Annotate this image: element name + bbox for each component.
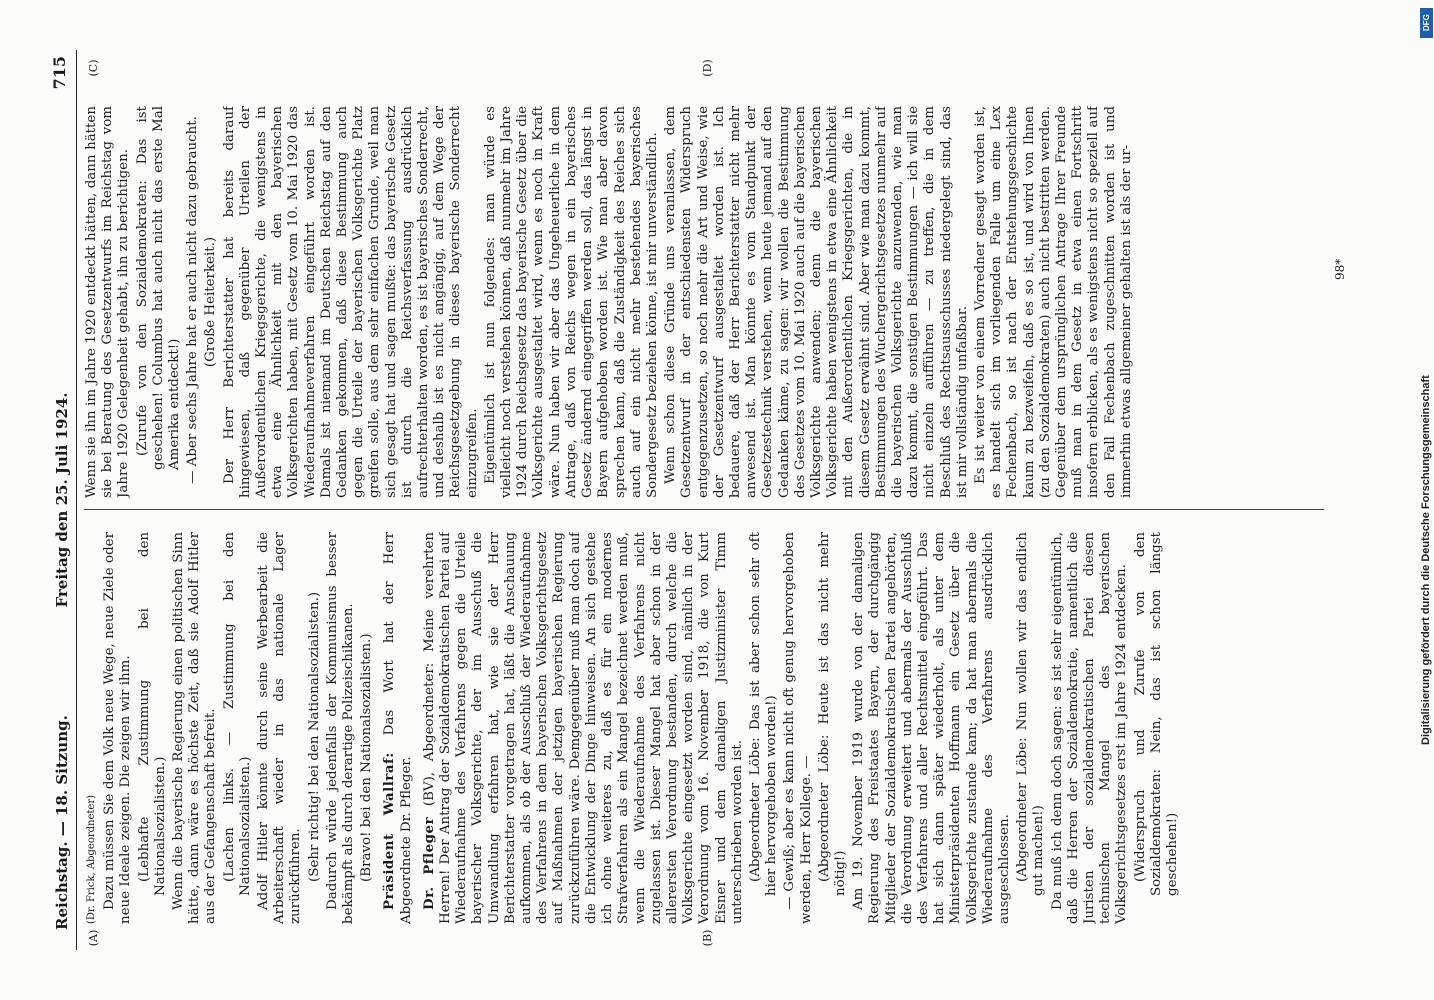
speaker-continued: (Dr. Frick, Abgeordneter) xyxy=(86,794,97,924)
paragraph: Wenn sie ihn im Jahre 1920 entdeckt hätten, dann hätten sie bei Beratung des Gesetzentwurfs im Reichstag vom Jahre 1920 Gelegenheit gehabt, ihn zu berichtigen. xyxy=(84,106,132,498)
interjection: (Abgeordneter Löbe: Heute ist das nicht mehr nötig!) xyxy=(816,532,848,896)
interjection: (Lebhafte Zustimmung bei den Nationalsozialisten.) xyxy=(136,532,168,896)
interjection: (Bravo! bei den Nationalsozialisten.) xyxy=(359,633,375,882)
interjection: (Abgeordneter Löbe: Das ist aber schon sehr oft hier hervorgehoben worden!) xyxy=(747,532,780,896)
paragraph: Da muß ich denn doch sagen: es ist sehr eigentümlich, daß die Herren der Sozialdemokratie, namentlich die Juristen der sozialdemokratischen Partei diesen technischen Mangel des bayerischen Volksgerichtsgesetzes erst im Jahre 1924 entdecken. xyxy=(1049,532,1130,924)
running-head-date: Freitag den 25. Juli 1924. xyxy=(53,392,71,608)
interjection: (Abgeordneter Löbe: Nun wollen wir das endlich gut machen!) xyxy=(1015,532,1047,896)
interjection: (Sehr richtig! bei den Nationalsozialisten.) xyxy=(306,591,322,882)
president-statement xyxy=(381,532,414,924)
margin-mark-c: (C) xyxy=(87,59,100,77)
paragraph: Es ist weiter von einem Vorredner gesagt worden ist, es handelt sich im vorliegenden Falle um eine Lex Fechenbach, so ist nach der Entstehungsgeschichte kaum zu bezweifeln, daß es so ist, und wird von Ihnen (zu den Sozialdemokraten) auch nicht bestritten werden. Gegenüber dem ursprünglichen Antrage Ihrer Freunde muß man in dem Gesetz in etwa einen Fortschritt insofern erblicken, als es wenigstens nicht so speziell auf den Fall Fechenbach zugeschnitten worden ist und immerhin etwas allgemeiner gehalten ist als der ur- xyxy=(972,106,1134,498)
paragraph: — Gewiß; aber es kann nicht oft genug hervorgehoben werden, Herr Kollege. — xyxy=(782,532,814,924)
left-column xyxy=(84,532,1334,924)
margin-mark-d: (D) xyxy=(701,59,714,77)
digitization-credit: Digitalisierung gefördert durch die Deutsche Forschungsgemeinschaft xyxy=(1420,375,1432,745)
paragraph: Der Herr Berichterstatter hat bereits darauf hingewiesen, daß gegenüber Urteilen der Außerordentlichen Kriegsgerichte, die wenigstens in etwa eine Ähnlichkeit mit den bayerischen Volksgerichten haben, mit Gesetz vom 10. Mai 1920 das Wiederaufnahmeverfahren eingeführt worden ist. Damals ist niemand im Deutschen Reichstag auf den Gedanken gekommen, daß diese Bestimmung auch gegen die Urteile der bayerischen Volksgerichte Platz greifen solle, aus dem sehr einfachen Grunde, weil man sich gesagt hat und sagen mußte: das bayerische Gesetz ist durch die Reichsverfassung ausdrücklich aufrechterhalten worden, es ist bayerisches Sonderrecht, und deshalb ist es nicht angängig, auf dem Wege der Reichsgesetzgebung in dieses bayerische Sonderrecht einzugreifen. xyxy=(221,106,480,498)
right-column xyxy=(84,106,1334,498)
page-footer: 98* xyxy=(1333,258,1347,280)
statement-text: Das Wort hat der Herr Abgeordnete Dr. Pfleger. xyxy=(382,532,414,924)
paragraph: Wenn schon diese Gründe uns veranlassen, dem Gesetzentwurf in der entschiedensten Widerspruch entgegenzusetzen, so noch mehr die Art und Weise, wie der Gesetzentwurf ausgestaltet worden ist. Ich bedauere, daß der Herr Berichterstatter nicht mehr anwesend ist. Man könnte es vom Standpunkt der Gesetzestechnik verstehen, wenn heute jemand auf den Gedanken käme, zu sagen: wir wollen die Bestimmung des Gesetzes vom 10. Mai 1920 auch auf die bayerischen Volksgerichte anwenden; denn die bayerischen Volksgerichte haben wenigstens in etwa eine Ähnlichkeit mit den Außerordentlichen Kriegsgerichten, die in diesem Gesetz erwähnt sind. Aber wie man dazu kommt, Bestimmungen des Wuchergerichtsgesetzes nunmehr auf die bayerischen Volksgerichte anzuwenden, wie man dazu kommt, die sonstigen Bestimmungen — ich will sie nicht einzeln aufführen — zu treffen, die in dem Beschluß des Rechtsausschusses niedergelegt sind, das ist mir vollständig unfaßbar. xyxy=(663,106,970,498)
paragraph: Adolf Hitler könnte durch seine Werbearbeit die Arbeiterschaft wieder in das nationale Lager zurückführen. xyxy=(256,532,304,924)
speech-text: (BV), Abgeordneter: Meine verehrten Herren! Der Antrag der Sozialdemokratischen Partei auf Wiederaufnahme des Verfahrens gegen die Urteile bayerischer Volksgerichte, der im Ausschuß die Umwandlung erfahren hat, wie sie der Herr Berichterstatter vorgetragen hat, läßt die Anschauung aufkommen, als ob der Ausschluß der Wiederaufnahme des Verfahrens in dem bayerischen Volksgerichtsgesetz auf Maßnahmen der jetzigen bayerischen Regierung zurückzuführen wäre. Demgegenüber muß man doch auf die Entwicklung der Dinge hinweisen. An sich gestehe ich ohne weiteres zu, daß es für ein modernes Strafverfahren als ein Mangel bezeichnet werden muß, wenn die Wiederaufnahme des Verfahrens nicht zugelassen ist. Dieser Mangel hat aber schon in der allerersten Verordnung bestanden, durch welche die Volksgerichte eingesetzt worden sind, nämlich in der Verordnung vom 16. November 1918, die von Kurt Eisner und dem damaligen Justizminister Timm unterschrieben worden ist. xyxy=(421,532,745,924)
printed-page xyxy=(50,50,1350,950)
margin-mark-a: (A) xyxy=(87,929,100,947)
interjection: (Zurufe von den Sozialdemokraten: Das ist geschehen! Columbus hat auch nicht das erste Mal Amerika entdeckt!) xyxy=(134,106,183,470)
paragraph: Dadurch würde jedenfalls der Kommunismus besser bekämpft als durch derartige Polizeischikanen. xyxy=(324,532,357,924)
running-head xyxy=(50,50,77,950)
speaker-label: Dr. Pfleger xyxy=(420,816,437,910)
running-head-left: Reichstag. — 18. Sitzung. xyxy=(53,715,71,930)
paragraph: Eigentümlich ist nun folgendes: man würde es vielleicht noch verstehen können, daß nunmehr im Jahre 1924 durch Reichsgesetz das bayerische Gesetz über die Volksgerichte ausgestaltet wird, wenn es noch in Kraft wäre. Nun haben wir aber das Ungeheuerliche in dem Antrage, daß von Reichs wegen in ein bayerisches Gesetz ändernd eingegriffen werden soll, das längst in Bayern aufgehoben worden ist. Wie man aber davon sprechen kann, daß die Zuständigkeit des Reiches sich auch auf ein nicht mehr bestehendes bayerisches Sondergesetz beziehen könne, ist mir unverständlich. xyxy=(482,106,660,498)
margin-mark-b: (B) xyxy=(701,929,714,947)
interjection: (Widerspruch und Zurufe von den Sozialdemokraten: Nein, das ist schon längst geschehen!) xyxy=(1132,532,1180,896)
interjection: (Große Heiterkeit.) xyxy=(203,236,219,368)
paragraph: Am 19. November 1919 wurde von der damaligen Regierung des Freistaates Bayern, der durchgängig Mitglieder der Sozialdemokratischen Partei angehörten, die Verordnung erweitert und abermals der Ausschluß des Verfahrens und aller Rechtsmittel eingeführt. Das hat sich dann später wiederholt, als unter dem Ministerpräsidenten Hoffmann ein Gesetz über die Volksgerichte zustande kam; da hat man abermals die Wiederaufnahme des Verfahrens ausdrücklich ausgeschlossen. xyxy=(851,532,1012,924)
interjection: (Lachen links. — Zustimmung bei den Nationalsozialisten.) xyxy=(221,532,253,896)
paragraph: — Aber sechs Jahre hat er auch nicht dazu gebraucht. xyxy=(185,116,201,484)
dfg-logo: DFG xyxy=(1420,8,1433,38)
column-divider xyxy=(84,509,1324,510)
paragraph: Wenn die bayerische Regierung einen politischen Sinn hätte, dann wäre es höchste Zeit, daß sie Adolf Hitler aus der Gefangenschaft befreit. xyxy=(171,532,219,924)
pfleger-speech xyxy=(421,532,746,924)
speaker-label: Präsident Wallraf: xyxy=(381,752,398,910)
page-number: 715 xyxy=(50,56,69,90)
paragraph: Dazu müssen Sie dem Volk neue Wege, neue Ziele oder neue Ideale zeigen. Die zeigen wir ihm. xyxy=(102,532,134,924)
